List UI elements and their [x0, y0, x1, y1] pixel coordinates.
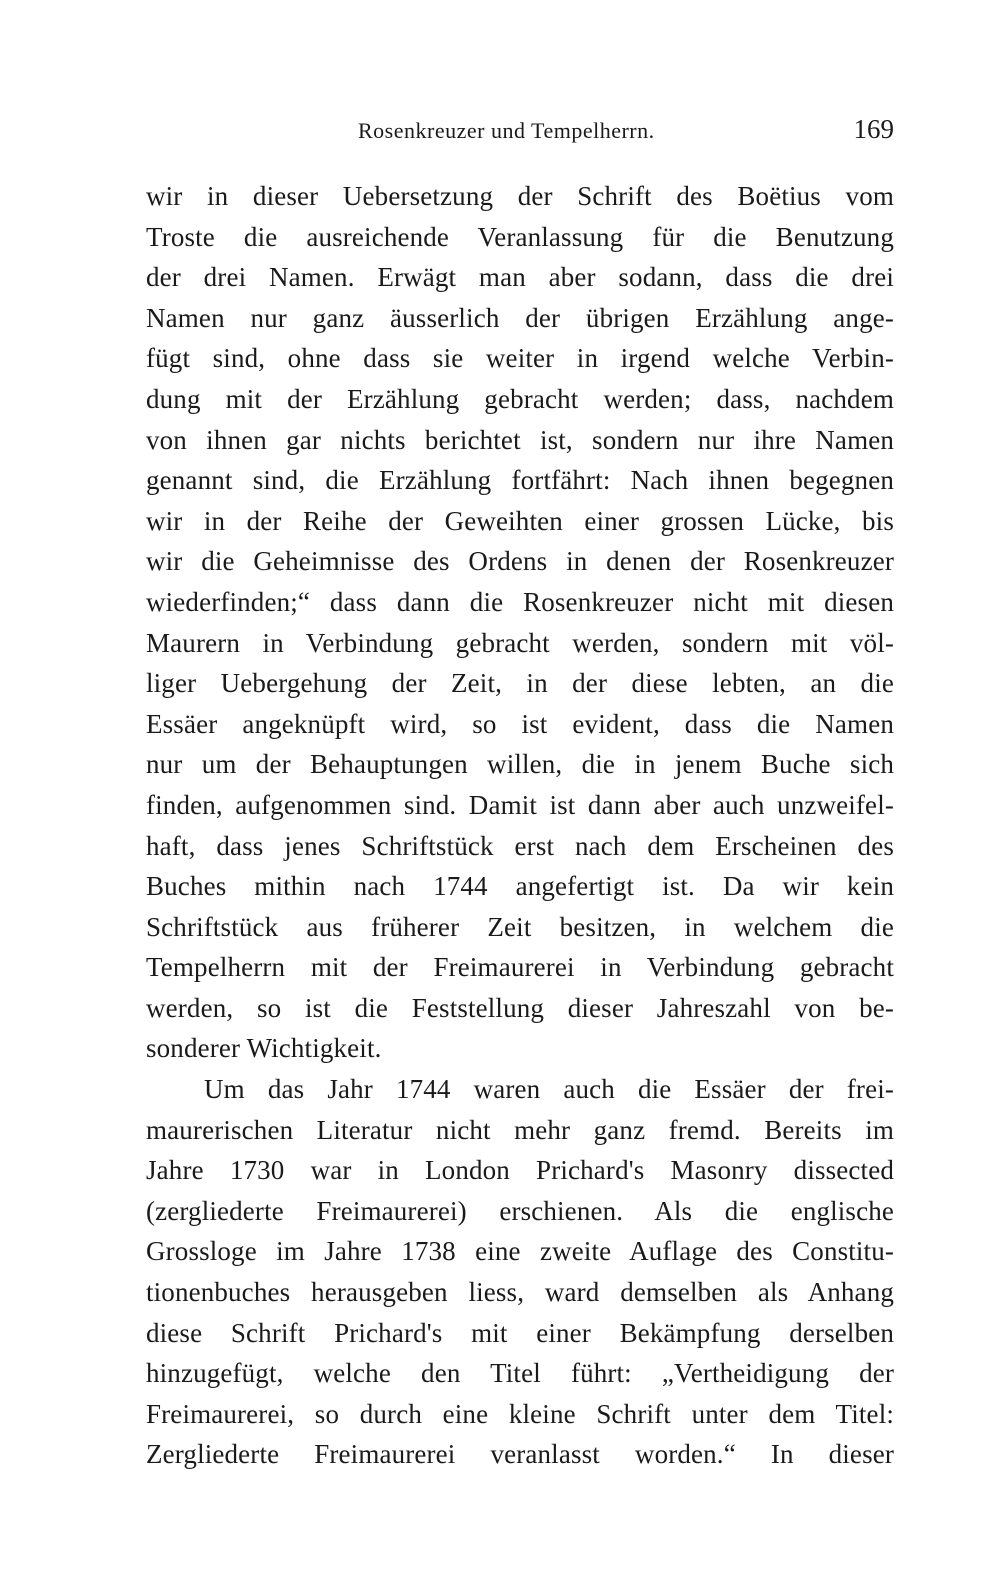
- page-header: [146, 114, 894, 154]
- text-line: dung mit der Erzählung gebracht werden; dass, nachdem: [146, 383, 894, 414]
- text-line: wiederfinden;“ dass dann die Rosenkreuzer nicht mit diesen: [146, 586, 894, 617]
- text-line: von ihnen gar nichts berichtet ist, sondern nur ihre Namen: [146, 424, 894, 455]
- text-line: tionenbuches herausgeben liess, ward demselben als Anhang: [146, 1277, 894, 1308]
- text-line: liger Uebergehung der Zeit, in der diese lebten, an die: [146, 668, 894, 699]
- text-line: Maurern in Verbindung gebracht werden, sondern mit völ-: [146, 627, 894, 658]
- text-line: haft, dass jenes Schriftstück erst nach dem Erscheinen des: [146, 830, 894, 861]
- text-line: Namen nur ganz äusserlich der übrigen Erzählung ange-: [146, 302, 894, 333]
- paragraph: [146, 1069, 894, 1475]
- text-line: wir die Geheimnisse des Ordens in denen der Rosenkreuzer: [146, 546, 894, 577]
- text-line: (zergliederte Freimaurerei) erschienen. Als die englische: [146, 1195, 894, 1226]
- text-line: wir in dieser Uebersetzung der Schrift des Boëtius vom: [146, 181, 894, 211]
- text-line: Buches mithin nach 1744 angefertigt ist. Da wir kein: [146, 871, 894, 902]
- text-line: nur um der Behauptungen willen, die in jenem Buche sich: [146, 749, 894, 780]
- text-line: Grossloge im Jahre 1738 eine zweite Auflage des Constitu-: [146, 1236, 894, 1267]
- text-line: diese Schrift Prichard's mit einer Bekämpfung derselben: [146, 1317, 894, 1348]
- text-line: werden, so ist die Feststellung dieser Jahreszahl von be-: [146, 992, 894, 1023]
- text-line: Freimaurerei, so durch eine kleine Schrift unter dem Titel:: [146, 1398, 894, 1429]
- running-title: Rosenkreuzer und Tempelherrn.: [358, 118, 655, 143]
- text-line: maurerischen Literatur nicht mehr ganz fremd. Bereits im: [146, 1114, 894, 1145]
- text-line: sonderer Wichtigkeit.: [146, 1033, 382, 1064]
- text-line: Essäer angeknüpft wird, so ist evident, dass die Namen: [146, 708, 894, 739]
- text-line: Zergliederte Freimaurerei veranlasst worden.“ In dieser: [146, 1439, 894, 1470]
- text-line: hinzugefügt, welche den Titel führt: „Vertheidigung der: [146, 1358, 894, 1389]
- text-line: genannt sind, die Erzählung fortfährt: Nach ihnen begegnen: [146, 465, 894, 496]
- body-text: [146, 176, 894, 1475]
- text-line: fügt sind, ohne dass sie weiter in irgend welche Verbin-: [146, 343, 894, 374]
- text-line: Troste die ausreichende Veranlassung für die Benutzung: [146, 221, 894, 252]
- text-line: finden, aufgenommen sind. Damit ist dann aber auch unzweifel-: [146, 789, 894, 820]
- paragraph: [146, 176, 894, 1069]
- text-line: Schriftstück aus früherer Zeit besitzen, in welchem die: [146, 911, 894, 942]
- text-line: wir in der Reihe der Geweihten einer grossen Lücke, bis: [146, 505, 894, 536]
- text-line: Jahre 1730 war in London Prichard's Masonry dissected: [146, 1155, 894, 1186]
- text-line: Um das Jahr 1744 waren auch die Essäer der frei-: [204, 1074, 894, 1105]
- text-line: Tempelherrn mit der Freimaurerei in Verbindung gebracht: [146, 952, 894, 983]
- text-line: der drei Namen. Erwägt man aber sodann, dass die drei: [146, 262, 894, 293]
- page-number: 169: [853, 114, 894, 144]
